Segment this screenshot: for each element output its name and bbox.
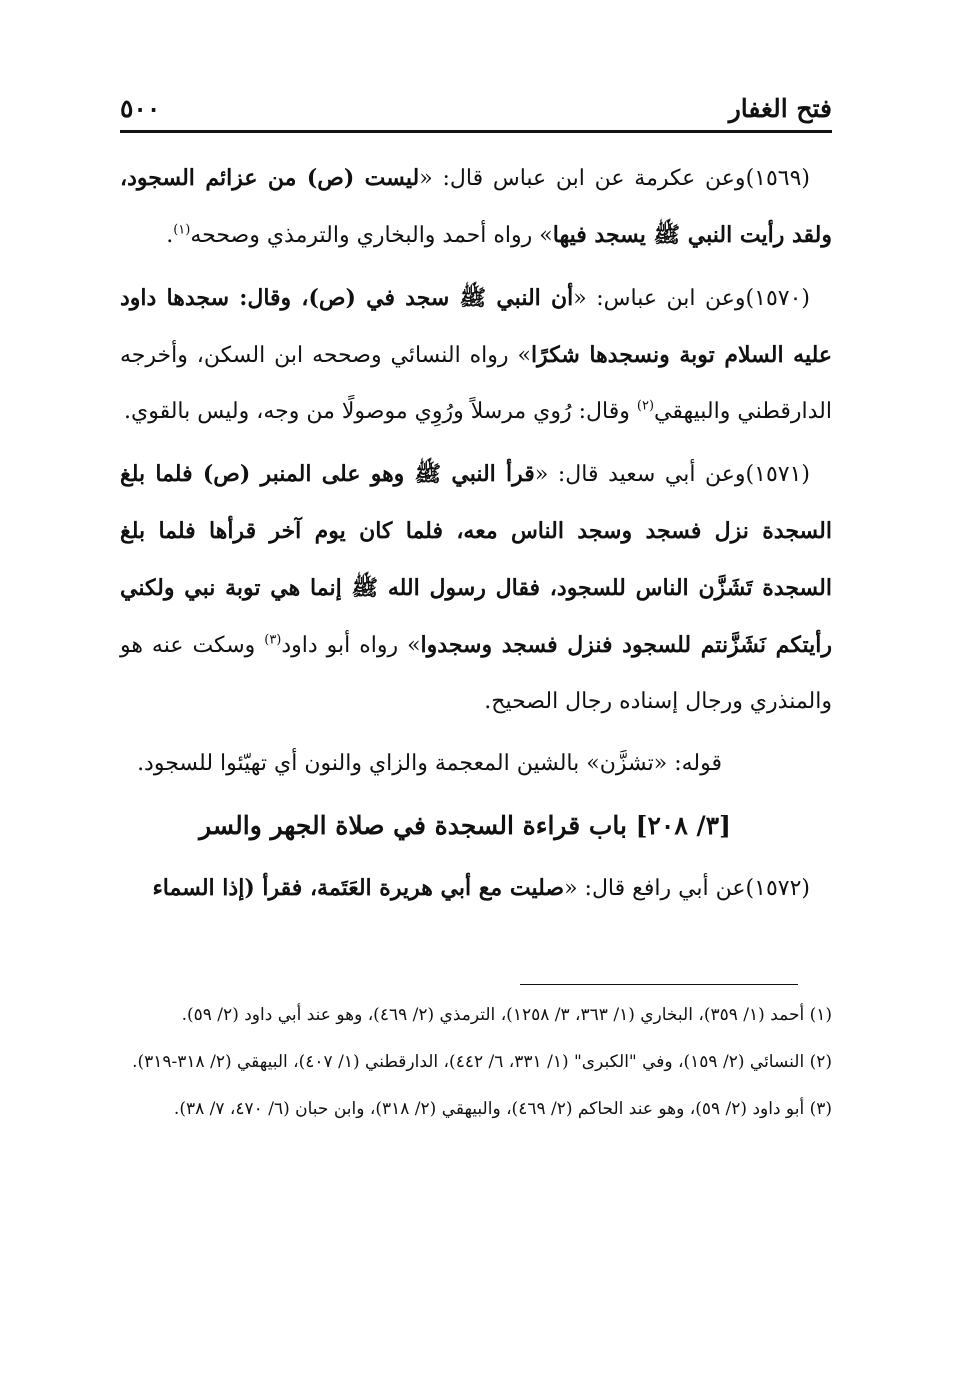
footnote-separator xyxy=(520,984,798,985)
hadith-number: (١٥٧٠) xyxy=(745,286,810,311)
hadith-quote: صليت مع أبي هريرة العَتَمة، فقرأ (إذا السماء xyxy=(152,875,565,901)
hadith-number: (١٥٧٢) xyxy=(745,876,810,901)
header-rule xyxy=(120,130,832,133)
hadith-1571 xyxy=(120,446,832,730)
hadith-source: » رواه أحمد والبخاري والترمذي وصححه xyxy=(190,223,553,248)
footnote-ref-3[interactable]: (٣) xyxy=(264,632,282,648)
hadith-source: » رواه أبو داود xyxy=(281,633,421,658)
footnote-2: (٢) النسائي (٢/ ١٥٩)، وفي "الكبرى" (١/ ٣٣١، ٦/ ٤٤٢)، الدارقطني (١/ ٤٠٧)، البيهقي (٢/ ٣١٨-٣١٩). xyxy=(132,1052,832,1072)
footnote-3: (٣) أبو داود (٢/ ٥٩)، وهو عند الحاكم (٢/ ٤٦٩)، والبيهقي (٢/ ٣١٨)، وابن حبان (٦/ ٤٧٠، ٧/ ٣٨). xyxy=(173,1099,832,1119)
hadith-intro: عن أبي رافع قال: « xyxy=(564,876,746,901)
hadith-number: (١٥٦٩) xyxy=(745,166,811,191)
main-text xyxy=(120,150,832,923)
footnote-1: (١) أحمد (١/ ٣٥٩)، البخاري (١/ ٣٦٣، ٣/ ١٢٥٨)، الترمذي (٢/ ٤٦٩)، وهو عند أبي داود (٢/ ٥٩). xyxy=(181,1005,832,1025)
page-header xyxy=(120,86,832,130)
hadith-quote: ليست (ص) من عزائم السجود، ولقد رأيت النبي ﷺ يسجد فيها xyxy=(120,165,832,248)
hadith-1569 xyxy=(120,150,832,264)
hadith-source: » رواه النسائي وصححه ابن السكن، وأخرجه الدارقطني والبيهقي xyxy=(120,343,832,424)
explanatory-note: قوله: «تشزَّن» بالشين المعجمة والزاي والنون أي تهيّئوا للسجود. xyxy=(137,751,722,776)
hadith-1572 xyxy=(120,860,832,917)
page-title: فتح الغفار xyxy=(728,93,832,123)
hadith-number: (١٥٧١) xyxy=(745,462,810,487)
hadith-end: وقال: رُوي مرسلاً ورُوِي موصولًا من وجه، وليس بالقوي. xyxy=(124,399,637,424)
hadith-intro: وعن عكرمة عن ابن عباس قال: « xyxy=(419,166,746,191)
page-number: ٥٠٠ xyxy=(120,93,161,123)
hadith-end: وسكت عنه هو والمنذري ورجال إسناده رجال الصحيح. xyxy=(120,633,832,714)
footnote-ref-2[interactable]: (٢) xyxy=(636,398,655,414)
hadith-intro: وعن ابن عباس: « xyxy=(573,286,746,311)
footnotes xyxy=(120,992,832,1133)
hadith-quote: أن النبي ﷺ سجد في (ص)، وقال: سجدها داود عليه السلام توبة ونسجدها شكرًا xyxy=(120,285,832,368)
chapter-heading: [٣/ ٢٠٨] باب قراءة السجدة في صلاة الجهر والسر xyxy=(199,811,731,840)
hadith-intro: وعن أبي سعيد قال: « xyxy=(534,462,746,487)
hadith-1570 xyxy=(120,270,832,440)
hadith-end: . xyxy=(166,223,174,248)
footnote-ref-1[interactable]: (١) xyxy=(173,222,191,238)
hadith-quote: قرأ النبي ﷺ وهو على المنبر (ص) فلما بلغ السجدة نزل فسجد وسجد الناس معه، فلما كان يوم آخر قرأها فلما بلغ السجدة تَشَزَّن الناس للسجود، فقال رسول الله ﷺ إنما هي توبة نبي ولكني رأيتكم نَشَزَّنتم للسجود فنزل فسجد وسجدوا xyxy=(120,461,832,658)
